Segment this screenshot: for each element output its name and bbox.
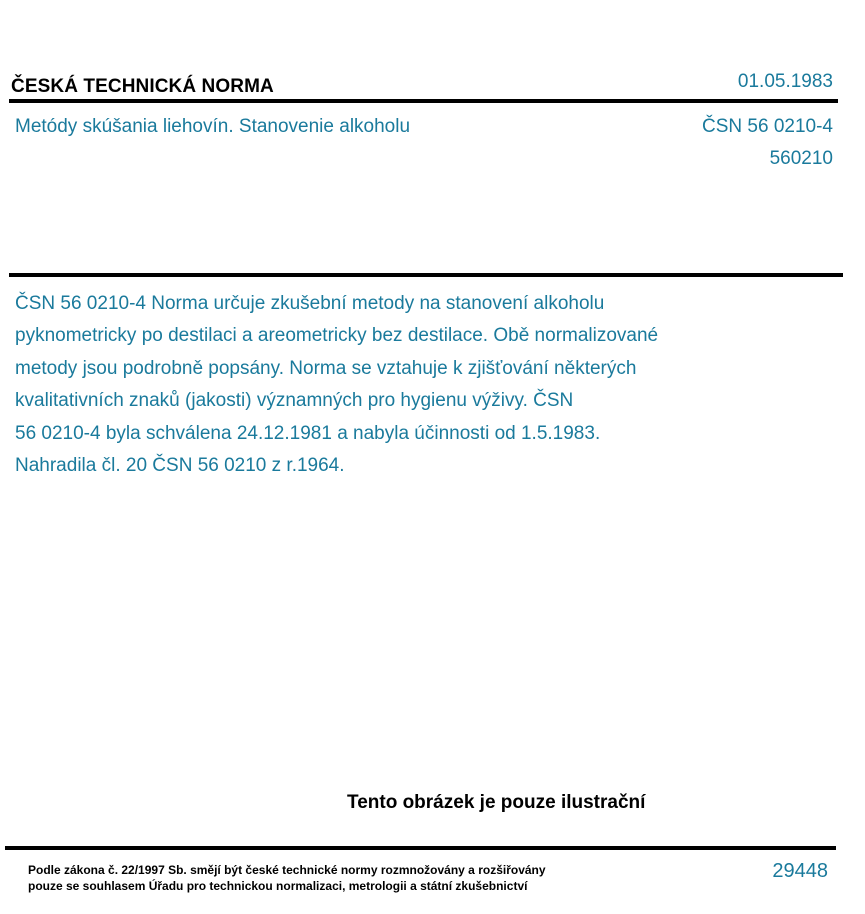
abstract-line: kvalitativních znaků (jakosti) významných pro hygienu výživy. ČSN (15, 390, 574, 412)
abstract-text (15, 288, 775, 482)
header-divider (9, 99, 838, 103)
standard-heading: ČESKÁ TECHNICKÁ NORMA (11, 76, 274, 97)
legal-line: Podle zákona č. 22/1997 Sb. smějí být české technické normy rozmnožovány a rozšiřovány (28, 863, 546, 877)
abstract-divider (9, 273, 843, 277)
abstract-line: Nahradila čl. 20 ČSN 56 0210 z r.1964. (15, 455, 345, 477)
issue-date: 01.05.1983 (737, 71, 833, 92)
document-id: 29448 (772, 860, 828, 882)
document-title: Metódy skúšania liehovín. Stanovenie alkoholu (15, 116, 411, 137)
legal-notice (28, 862, 546, 894)
illustration-note: Tento obrázek je pouze ilustrační (347, 792, 646, 813)
standard-code: ČSN 56 0210-4 (702, 116, 833, 137)
footer-divider (5, 846, 836, 850)
abstract-line: 56 0210-4 byla schválena 24.12.1981 a nabyla účinnosti od 1.5.1983. (15, 422, 601, 444)
abstract-line: metody jsou podrobně popsány. Norma se vztahuje k zjišťování některých (15, 357, 637, 379)
legal-line: pouze se souhlasem Úřadu pro technickou normalizaci, metrologii a státní zkušebnictví (28, 879, 528, 893)
abstract-line: pyknometricky po destilaci a areometricky bez destilace. Obě normalizované (15, 325, 659, 347)
catalog-number: 560210 (769, 148, 833, 169)
abstract-line: ČSN 56 0210-4 Norma určuje zkušební metody na stanovení alkoholu (15, 293, 605, 314)
